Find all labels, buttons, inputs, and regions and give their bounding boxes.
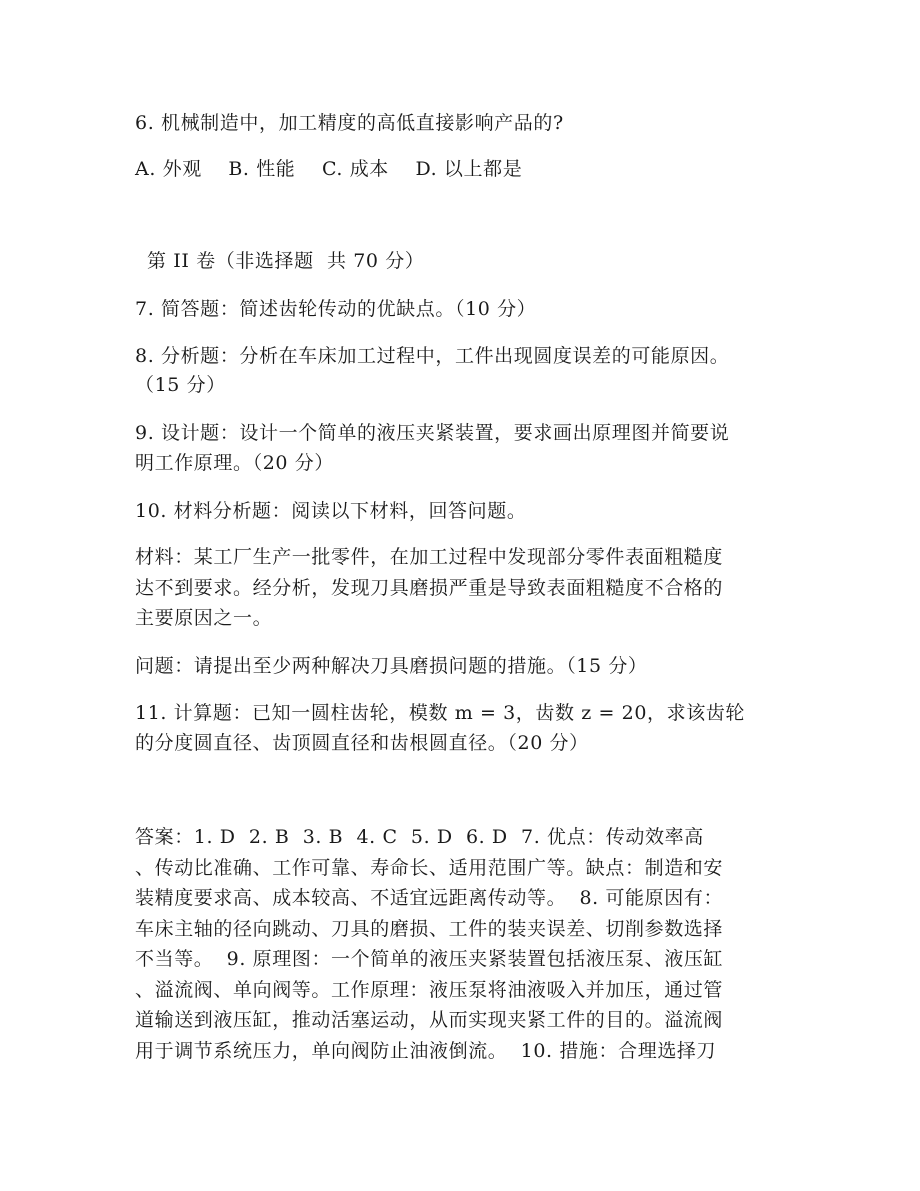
answers-line-4: 车床主轴的径向跳动、刀具的磨损、工件的装夹误差、切削参数选择: [135, 918, 724, 940]
section-2-title: 第 II 卷（非选择题 共 70 分）: [147, 250, 425, 272]
question-8-text-line-2: （15 分）: [135, 374, 226, 396]
question-9-text-line-2: 明工作原理。（20 分）: [135, 452, 334, 474]
question-6-options: A. 外观 B. 性能 C. 成本 D. 以上都是: [135, 158, 523, 180]
answers-line-6: 、溢流阀、单向阀等。工作原理：液压泵将油液吸入并加压，通过管: [135, 979, 724, 1001]
question-6-text: 6. 机械制造中，加工精度的高低直接影响产品的?: [135, 112, 564, 134]
question-10-problem: 问题：请提出至少两种解决刀具磨损问题的措施。（15 分）: [135, 655, 648, 677]
answers-line-8: 用于调节系统压力，单向阀防止油液倒流。 10. 措施：合理选择刀: [135, 1040, 717, 1062]
question-9-text-line-1: 9. 设计题：设计一个简单的液压夹紧装置，要求画出原理图并简要说: [135, 422, 730, 444]
material-text-line-1: 材料：某工厂生产一批零件，在加工过程中发现部分零件表面粗糙度: [135, 546, 724, 568]
question-11-text-line-2: 的分度圆直径、齿顶圆直径和齿根圆直径。（20 分）: [135, 732, 589, 754]
question-11-text-line-1: 11. 计算题：已知一圆柱齿轮，模数 m = 3，齿数 z = 20，求该齿轮: [135, 702, 746, 724]
question-7-text: 7. 简答题：简述齿轮传动的优缺点。（10 分）: [135, 298, 537, 320]
answers-line-3: 装精度要求高、成本较高、不适宜远距离传动等。 8. 可能原因有：: [135, 887, 724, 909]
question-10-text: 10. 材料分析题：阅读以下材料，回答问题。: [135, 500, 527, 522]
answers-line-7: 道输送到液压缸，推动活塞运动，从而实现夹紧工件的目的。溢流阀: [135, 1009, 724, 1031]
answers-line-2: 、传动比准确、工作可靠、寿命长、适用范围广等。缺点：制造和安: [135, 857, 724, 879]
material-text-line-3: 主要原因之一。: [135, 607, 273, 629]
question-8-text-line-1: 8. 分析题：分析在车床加工过程中，工件出现圆度误差的可能原因。: [135, 345, 730, 367]
answers-line-5: 不当等。 9. 原理图：一个简单的液压夹紧装置包括液压泵、液压缸: [135, 948, 724, 970]
answers-line-1: 答案：1. D 2. B 3. B 4. C 5. D 6. D 7. 优点：传动效率高: [135, 826, 704, 848]
material-text-line-2: 达不到要求。经分析，发现刀具磨损严重是导致表面粗糙度不合格的: [135, 577, 724, 599]
